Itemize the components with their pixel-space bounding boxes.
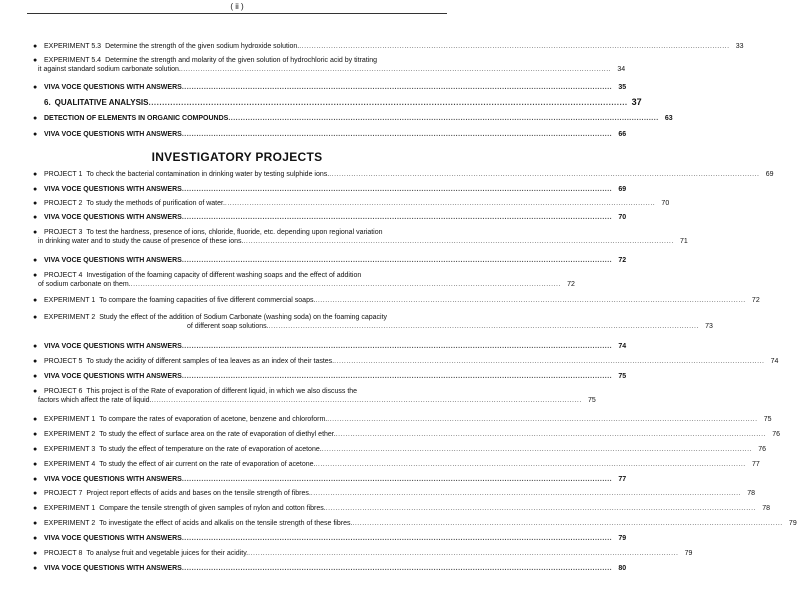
bullet-icon: ● <box>33 446 38 453</box>
entry-label: EXPERIMENT 5.3 <box>44 43 102 50</box>
toc-entry <box>27 415 772 424</box>
page-ref: 34 <box>617 66 626 73</box>
toc-row <box>27 519 797 528</box>
bullet-icon: ● <box>33 229 38 236</box>
toc-entry <box>27 130 627 139</box>
bullet-icon: ● <box>33 115 38 122</box>
leader-dots <box>334 357 764 366</box>
toc-row <box>27 114 673 123</box>
toc-row <box>27 213 627 222</box>
page-ref: 72 <box>751 297 760 304</box>
toc-row <box>27 564 627 573</box>
toc-entry <box>27 256 627 265</box>
entry-label: EXPERIMENT 2 <box>44 314 96 321</box>
toc-entry <box>27 42 744 51</box>
leader-dots <box>315 460 745 469</box>
bullet-icon: ● <box>33 131 38 138</box>
entry-label: 6. <box>44 98 51 107</box>
toc-entry <box>27 475 627 484</box>
entry-title: To study the effect of temperature on the rate of evaporation of acetone. <box>99 446 322 453</box>
leader-dots <box>131 280 561 289</box>
bullet-icon: ● <box>33 505 38 512</box>
leader-dots <box>182 185 612 194</box>
bullet-icon: ● <box>33 358 38 365</box>
toc-row-continued <box>27 65 626 74</box>
entry-title: VIVA VOCE QUESTIONS WITH ANSWERS <box>44 131 182 138</box>
entry-label: EXPERIMENT 2 <box>44 520 96 527</box>
page-ref: 74 <box>618 343 627 350</box>
leader-dots <box>182 83 612 92</box>
entry-title-continued: of different soap solutions. <box>187 323 269 330</box>
entry-title: To study the effect of surface area on the rate of evaporation of diethyl ether. <box>99 431 336 438</box>
toc-entry <box>27 387 596 405</box>
section-heading: INVESTIGATORY PROJECTS <box>151 150 323 164</box>
entry-title: VIVA VOCE QUESTIONS WITH ANSWERS <box>44 186 182 193</box>
leader-dots <box>243 237 673 246</box>
entry-title: VIVA VOCE QUESTIONS WITH ANSWERS <box>44 565 182 572</box>
toc-row <box>27 170 774 179</box>
bullet-icon: ● <box>33 388 38 395</box>
bullet-icon: ● <box>33 214 38 221</box>
toc-row-continued <box>27 237 688 246</box>
entry-title: VIVA VOCE QUESTIONS WITH ANSWERS <box>44 476 182 483</box>
page-ref: 80 <box>618 565 627 572</box>
toc-entry <box>27 564 627 573</box>
entry-label: PROJECT 2 <box>44 200 83 207</box>
bullet-icon: ● <box>33 84 38 91</box>
entry-title: To compare the foaming capacities of five different commercial soaps. <box>99 297 316 304</box>
toc-entry <box>27 534 627 543</box>
leader-dots <box>182 256 612 265</box>
page-ref: 75 <box>588 397 596 404</box>
entry-label: PROJECT 7 <box>44 490 83 497</box>
page-ref: 79 <box>618 535 627 542</box>
entry-title: Determine the strength of the given sodium hydroxide solution. <box>105 43 300 50</box>
entry-title: To investigate the effect of acids and alkalis on the tensile strength of these fibres. <box>99 520 353 527</box>
toc-entry <box>27 342 627 351</box>
entry-label: PROJECT 5 <box>44 358 83 365</box>
toc-entry <box>27 213 627 222</box>
entry-title: To analyse fruit and vegetable juices for their acidity. <box>86 550 249 557</box>
bullet-icon: ● <box>33 57 38 64</box>
toc-row <box>27 199 670 208</box>
leader-dots <box>327 415 757 424</box>
toc-row <box>27 228 447 237</box>
entry-title: Project report effects of acids and bases on the tensile strength of fibres. <box>86 490 311 497</box>
toc-row <box>27 130 627 139</box>
toc-row <box>27 357 779 366</box>
bullet-icon: ● <box>33 314 38 321</box>
entry-title: DETECTION OF ELEMENTS IN ORGANIC COMPOUNDS <box>44 115 229 122</box>
entry-label: PROJECT 6 <box>44 388 83 395</box>
toc-entry <box>27 460 760 469</box>
toc-row <box>27 42 744 51</box>
leader-dots <box>182 130 612 139</box>
entry-title: To study the methods of purification of water. <box>86 200 225 207</box>
page-ref: 69 <box>618 186 627 193</box>
page-ref: 79 <box>788 520 797 527</box>
leader-dots <box>336 430 766 439</box>
entry-label: EXPERIMENT 3 <box>44 446 96 453</box>
page-number: ( ii ) <box>230 2 244 11</box>
toc-entry <box>27 430 780 439</box>
page-ref: 72 <box>567 281 575 288</box>
toc-entry <box>27 549 693 558</box>
entry-label: PROJECT 4 <box>44 272 83 279</box>
toc-row <box>27 504 770 513</box>
page-ref: 74 <box>770 358 779 365</box>
bullet-icon: ● <box>33 535 38 542</box>
toc-entry <box>27 199 670 208</box>
bullet-icon: ● <box>33 171 38 178</box>
leader-dots <box>225 199 655 208</box>
entry-label: EXPERIMENT 1 <box>44 416 96 423</box>
toc-row-continued <box>27 280 575 289</box>
leader-dots <box>299 42 729 51</box>
bullet-icon: ● <box>33 476 38 483</box>
entry-label: PROJECT 3 <box>44 229 83 236</box>
toc-row <box>27 185 627 194</box>
leader-dots <box>352 519 782 528</box>
page-ref: 71 <box>679 238 688 245</box>
leader-dots <box>182 213 612 222</box>
toc-entry <box>27 504 770 513</box>
entry-title: VIVA VOCE QUESTIONS WITH ANSWERS <box>44 257 182 264</box>
page-ref: 33 <box>735 43 744 50</box>
entry-title: Determine the strength and molarity of the given solution of hydrochloric acid by titrating <box>105 57 378 64</box>
page-ref: 78 <box>762 505 770 512</box>
toc-row <box>27 296 760 305</box>
entry-title: VIVA VOCE QUESTIONS WITH ANSWERS <box>44 343 182 350</box>
leader-dots <box>269 322 699 331</box>
toc-row <box>27 342 627 351</box>
bullet-icon: ● <box>33 520 38 527</box>
entry-label: EXPERIMENT 4 <box>44 461 96 468</box>
page-ref: 76 <box>772 431 780 438</box>
leader-dots <box>322 445 752 454</box>
toc-row <box>27 415 772 424</box>
bullet-icon: ● <box>33 343 38 350</box>
toc-row <box>27 430 780 439</box>
toc-entry <box>27 170 774 179</box>
leader-dots <box>311 489 741 498</box>
toc-entry <box>27 445 766 454</box>
bullet-icon: ● <box>33 257 38 264</box>
page-ref: 35 <box>618 84 627 91</box>
toc-entry <box>27 489 756 498</box>
leader-dots <box>182 564 612 573</box>
page-ref: 77 <box>751 461 760 468</box>
page-ref: 70 <box>618 214 627 221</box>
page-ref: 77 <box>618 476 627 483</box>
toc-entry <box>27 228 688 246</box>
bullet-icon: ● <box>33 297 38 304</box>
bullet-icon: ● <box>33 43 38 50</box>
leader-dots <box>182 342 612 351</box>
toc-entry <box>27 83 627 92</box>
toc-row-continued <box>27 396 596 405</box>
entry-title: Investigation of the foaming capacity of different washing soaps and the effect of addition <box>86 272 362 279</box>
bullet-icon: ● <box>33 431 38 438</box>
page-ref: 72 <box>618 257 627 264</box>
entry-title: QUALITATIVE ANALYSIS <box>54 98 149 107</box>
page-ref: 73 <box>705 323 713 330</box>
toc-entry <box>27 114 673 123</box>
entry-title: To check the bacterial contamination in drinking water by testing sulphide ions. <box>86 171 330 178</box>
entry-label: EXPERIMENT 1 <box>44 505 96 512</box>
entry-label: EXPERIMENT 1 <box>44 297 96 304</box>
leader-dots <box>329 170 759 179</box>
toc-row <box>27 271 447 280</box>
toc-entry <box>27 372 627 381</box>
toc-entry <box>27 56 626 74</box>
bullet-icon: ● <box>33 186 38 193</box>
toc-row <box>27 460 760 469</box>
bullet-icon: ● <box>33 461 38 468</box>
toc-row <box>27 97 642 107</box>
entry-title: VIVA VOCE QUESTIONS WITH ANSWERS <box>44 214 182 221</box>
page-ref: 75 <box>763 416 772 423</box>
entry-title: To test the hardness, presence of ions, chloride, fluoride, etc. depending upon regional variation <box>86 229 383 236</box>
page-ref: 70 <box>661 200 670 207</box>
leader-dots <box>182 534 612 543</box>
entry-title: Compare the tensile strength of given samples of nylon and cotton fibres. <box>99 505 326 512</box>
entry-label: EXPERIMENT 2 <box>44 431 96 438</box>
entry-title: Study the effect of the addition of Sodium Carbonate (washing soda) on the foaming capacity <box>99 314 388 321</box>
page-ref: 69 <box>765 171 774 178</box>
page-ref: 37 <box>631 97 642 107</box>
toc-entry <box>27 296 760 305</box>
toc-row <box>27 56 447 65</box>
toc-row <box>27 256 627 265</box>
leader-dots <box>152 396 582 405</box>
bullet-icon: ● <box>33 416 38 423</box>
page-ref: 63 <box>664 115 673 122</box>
leader-dots <box>148 98 627 107</box>
toc-entry <box>27 313 713 331</box>
toc-row <box>27 313 447 322</box>
entry-title: This project is of the Rate of evaporation of different liquid, in which we also discuss the <box>86 388 358 395</box>
leader-dots <box>181 65 611 74</box>
leader-dots <box>326 504 756 513</box>
bullet-icon: ● <box>33 200 38 207</box>
entry-title: VIVA VOCE QUESTIONS WITH ANSWERS <box>44 535 182 542</box>
toc-row <box>27 549 693 558</box>
leader-dots <box>315 296 745 305</box>
entry-label: PROJECT 1 <box>44 171 83 178</box>
toc-row <box>27 445 766 454</box>
toc-entry <box>27 519 797 528</box>
page-ref: 78 <box>747 490 756 497</box>
toc-entry <box>27 271 575 289</box>
entry-title-continued: in drinking water and to study the cause of presence of these ions. <box>38 238 244 245</box>
entry-title-continued: of sodium carbonate on them. <box>38 281 131 288</box>
toc-row <box>27 475 627 484</box>
toc-row <box>27 534 627 543</box>
toc-row <box>27 489 756 498</box>
page-ref: 76 <box>758 446 766 453</box>
leader-dots <box>248 549 678 558</box>
toc-entry <box>27 185 627 194</box>
leader-dots <box>182 372 612 381</box>
entry-label: PROJECT 8 <box>44 550 83 557</box>
entry-title: To compare the rates of evaporation of acetone, benzene and chloroform. <box>99 416 328 423</box>
header-rule <box>27 13 447 14</box>
toc-row <box>27 372 627 381</box>
page-ref: 66 <box>618 131 627 138</box>
toc-row <box>27 83 627 92</box>
entry-title: VIVA VOCE QUESTIONS WITH ANSWERS <box>44 84 182 91</box>
bullet-icon: ● <box>33 490 38 497</box>
entry-label: EXPERIMENT 5.4 <box>44 57 102 64</box>
entry-title-continued: factors which affect the rate of liquid. <box>38 397 152 404</box>
entry-title-continued: it against standard sodium carbonate solution. <box>38 66 181 73</box>
entry-title: To study the effect of air current on the rate of evaporation of acetone. <box>99 461 316 468</box>
toc-entry <box>27 357 779 366</box>
entry-title: To study the acidity of different samples of tea leaves as an index of their tastes. <box>86 358 335 365</box>
entry-title: VIVA VOCE QUESTIONS WITH ANSWERS <box>44 373 182 380</box>
leader-dots <box>228 114 658 123</box>
toc-row-continued <box>27 322 713 331</box>
toc-entry <box>27 97 642 107</box>
bullet-icon: ● <box>33 272 38 279</box>
page-ref: 79 <box>684 550 693 557</box>
bullet-icon: ● <box>33 565 38 572</box>
bullet-icon: ● <box>33 373 38 380</box>
leader-dots <box>182 475 612 484</box>
toc-row <box>27 387 447 396</box>
bullet-icon: ● <box>33 550 38 557</box>
page-ref: 75 <box>618 373 627 380</box>
